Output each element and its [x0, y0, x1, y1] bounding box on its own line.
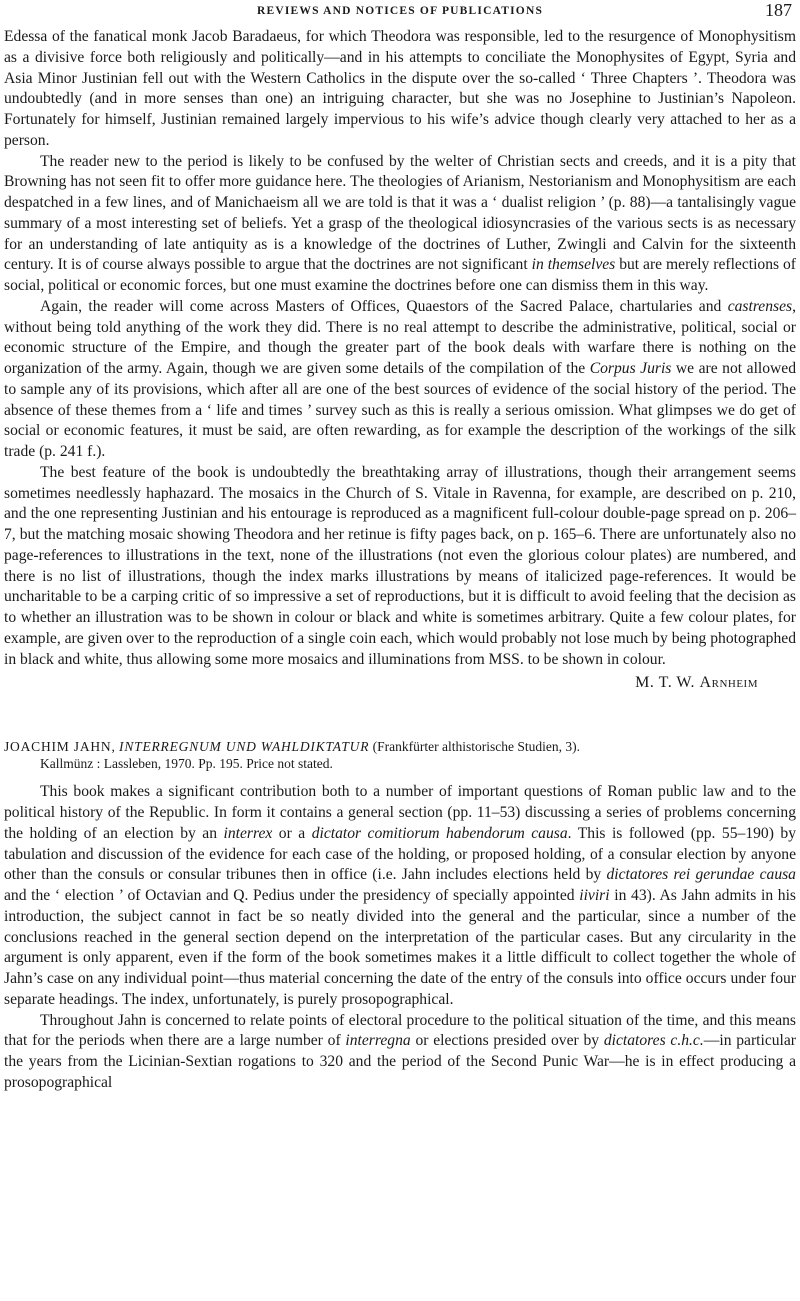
emphasis-in-themselves: in themselves: [531, 256, 616, 274]
page-number: 187: [765, 0, 792, 20]
review2-paragraph-1: This book makes a significant contribution both to a number of important questions of Roman public law and to the political history of the Republic. In form it contains a general section (pp. 11–53) discussing a series of problems concerning the holding of an election by an interrex or a dictator comitiorum habendorum causa. This is followed (pp. 55–190) by tabulation and discussion of the evidence for each case of the holding, or proposed holding, of a consular election by anyone other than the consuls or consular tribunes then in office (i.e. Jahn includes elections held by dictatores rei gerundae causa and the ‘ election ’ of Octavian and Q. Pedius under the presidency of specially appointed iiviri in 43). As Jahn admits in his introduction, the subject cannot in fact be so neatly divided into the general and the particular, since a number of the conclusions reached in the general section depend on the interpretation of the particular cases. But any circularity in the argument is only apparent, even if the form of the book sometimes makes it a little difficult to collect together the whole of Jahn’s case on any individual point—thus material concerning the date of the entry of the consuls into office occurs under four separate headings. The index, unfortunately, is purely prosopographical.: [4, 783, 796, 1008]
reviewer-signature: M. T. W. Arnheim: [635, 674, 758, 692]
book-title: INTERREGNUM UND WAHLDIKTATUR: [119, 739, 370, 755]
review2-heading: [4, 738, 796, 772]
review1-paragraph-2: The reader new to the period is likely to be confused by the welter of Christian sects and creeds, and it is a pity that Browning has not seen fit to offer more guidance here. The theologies of Arianism, Nestorianism and Monophysitism are each despatched in a few lines, and of Manichaeism all we are told is that it was a ‘ dualist religion ’ (p. 88)—a tantalisingly vague summary of a most interesting set of beliefs. Yet a grasp of the theological idiosyncrasies of the various sects is as necessary for an understanding of late antiquity as is a knowledge of the doctrines of Luther, Zwingli and Calvin for the sixteenth century. It is of course always possible to argue that the doctrines are not significant in themselves but are merely reflections of social, political or economic forces, but one must examine the doctrines before one can dismiss them in this way.: [4, 152, 797, 294]
review1-paragraph-1: Edessa of the fanatical monk Jacob Baradaeus, for which Theodora was responsible, led to the resurgence of Monophysitism as a divisive force both religiously and politically—and in his attempts to conciliate the Monophysites of Egypt, Syria and Asia Minor Justinian fell out with the Western Catholics in the dispute over the so-called ‘ Three Chapters ’. Theodora was undoubtedly (and in more senses than one) an intriguing character, but she was no Josephine to Justinian’s Napoleon. Fortunately for himself, Justinian remained largely impervious to his wife’s advice though clearly very attached to her as a person.: [4, 28, 796, 149]
emphasis-corpus-juris: Corpus Juris: [589, 360, 672, 377]
review1-paragraph-4: The best feature of the book is undoubtedly the breathtaking array of illustrations, though their arrangement seems sometimes needlessly haphazard. The mosaics in the Church of S. Vitale in Ravenna, for example, are described on p. 210, and the one representing Justinian and his entourage is reproduced as a magnificent full-colour double-page spread on p. 206–7, but the matching mosaic showing Theodora and her retinue is fifty pages back, on p. 165–6. There are unfortunately also no page-references to illustrations in the text, none of the illustrations (not even the glorious colour plates) are numbered, and there is no list of illustrations, though the index marks illustrations by means of italicized page-references. It would be uncharitable to be a carping critic of so impressive a set of reproductions, but it is difficult to avoid feeling that the decision as to whether an illustration was to be shown in colour or black and white is sometimes arbitrary. Quite a few colour plates, for example, are given over to the reproduction of a single coin each, which would probably not lose much by being photographed in black and white, thus allowing some more mosaics and illuminations from MSS. to be shown in colour.: [4, 463, 796, 668]
emphasis-castrenses: castrenses: [727, 297, 793, 315]
running-head-title: REVIEWS AND NOTICES OF PUBLICATIONS: [256, 5, 544, 17]
running-head: [4, 0, 796, 27]
review1-paragraph-3: Again, the reader will come across Masters of Offices, Quaestors of the Sacred Palace, chartularies and castrenses, without being told anything of the work they did. There is no real attempt to describe the administrative, political, social or economic structure of the Empire, and though the greater part of the book deals with warfare there is nothing on the organization of the army. Again, though we are given some details of the compilation of the Corpus Juris we are not allowed to sample any of its provisions, which after all are one of the best sources of evidence of the social history of the period. The absence of these themes from a ‘ life and times ’ survey such as this is really a serious omission. What glimpses we do get of social or economic features, it must be said, are often rewarding, as for example the description of the workings of the silk trade (p. 241 f.).: [4, 297, 797, 460]
book-series: (Frankfürter althistorische Studien, 3).: [369, 739, 580, 755]
book-author: JOACHIM JAHN,: [4, 739, 116, 755]
review2-paragraph-2: Throughout Jahn is concerned to relate points of electoral procedure to the political situation of the time, and this means that for the periods when there are a large number of interregna or elections presided over by dictatores c.h.c.—in particular the years from the Licinian-Sextian rogations to 320 and the period of the Second Punic War—he is in effect producing a prosopographical: [4, 1011, 797, 1091]
review-jahn: [4, 738, 796, 1093]
review-arnheim: [4, 27, 796, 694]
section-gap: [4, 694, 796, 738]
book-publication: Kallmünz : Lassleben, 1970. Pp. 195. Price not stated.: [40, 756, 333, 772]
